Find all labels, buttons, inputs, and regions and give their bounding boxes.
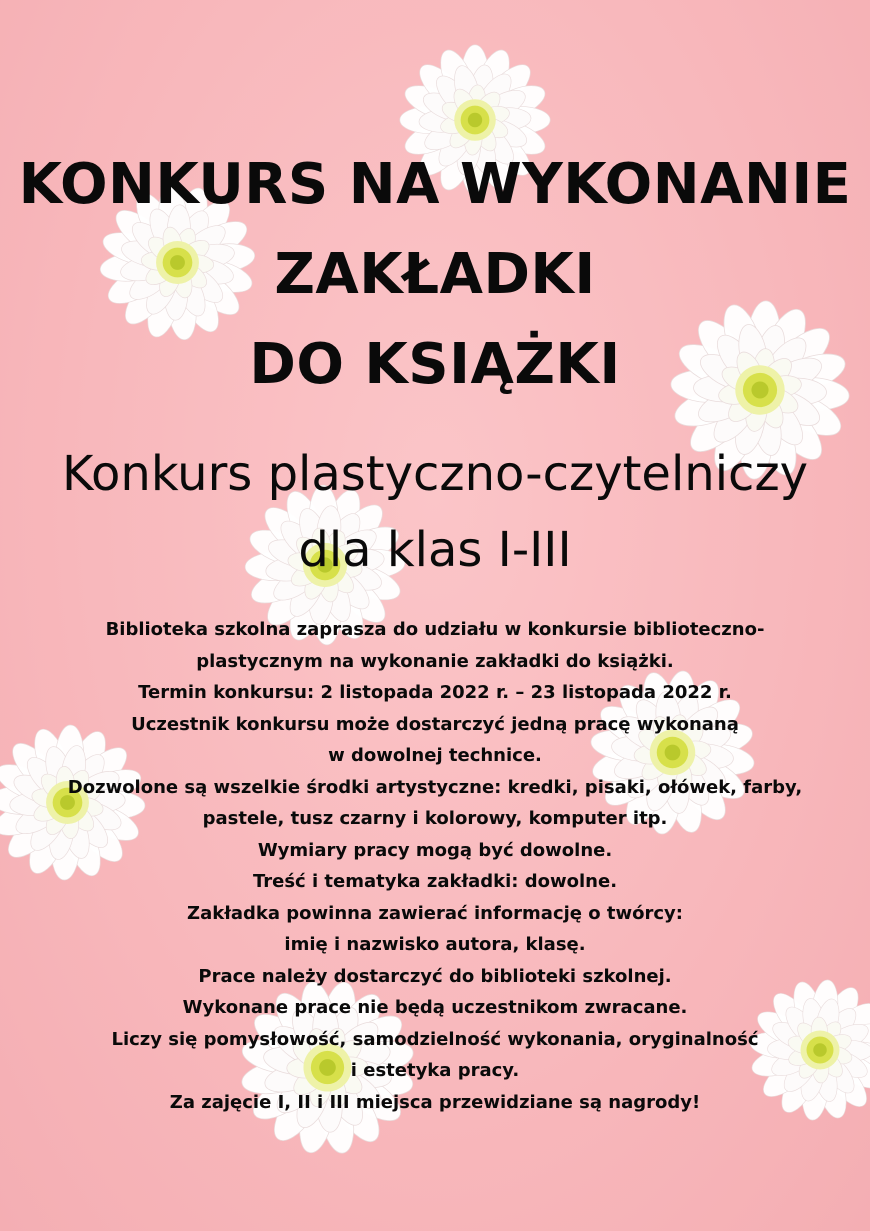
title-line: ZAKŁADKI xyxy=(274,242,596,307)
description-line: Biblioteka szkolna zaprasza do udziału w konkursie biblioteczno- xyxy=(105,619,765,640)
description-line: Zakładka powinna zawierać informację o twórcy: xyxy=(187,902,683,924)
description-line: imię i nazwisko autora, klasę. xyxy=(284,934,586,955)
description-line: Liczy się pomysłowość, samodzielność wykonania, oryginalność xyxy=(111,1028,759,1050)
poster-title xyxy=(0,140,870,410)
description-line: plastycznym na wykonanie zakładki do książki. xyxy=(196,650,674,672)
description-line: Wykonane prace nie będą uczestnikom zwracane. xyxy=(182,997,688,1018)
description-line: Prace należy dostarczyć do biblioteki szkolnej. xyxy=(198,965,672,987)
description-line: Termin konkursu: 2 listopada 2022 r. – 23 listopada 2022 r. xyxy=(138,682,732,703)
poster-subtitle xyxy=(0,436,870,588)
contest-description xyxy=(0,614,870,1118)
title-line: KONKURS NA WYKONANIE xyxy=(18,152,852,217)
description-line: Dozwolone są wszelkie środki artystyczne: kredki, pisaki, ołówek, farby, xyxy=(67,776,803,798)
description-line: i estetyka pracy. xyxy=(350,1060,520,1081)
description-line: Treść i tematyka zakładki: dowolne. xyxy=(252,871,618,892)
subtitle-line: Konkurs plastyczno-czytelniczy xyxy=(61,446,809,502)
description-line: Wymiary pracy mogą być dowolne. xyxy=(257,839,613,861)
description-line: Za zajęcie I, II i III miejsca przewidziane są nagrody! xyxy=(169,1091,701,1113)
description-line: pastele, tusz czarny i kolorowy, komputer itp. xyxy=(202,808,668,829)
title-line: DO KSIĄŻKI xyxy=(249,332,621,397)
description-line: w dowolnej technice. xyxy=(328,745,542,766)
description-line: Uczestnik konkursu może dostarczyć jedną pracę wykonaną xyxy=(131,713,739,735)
subtitle-line: dla klas I-III xyxy=(298,522,572,578)
